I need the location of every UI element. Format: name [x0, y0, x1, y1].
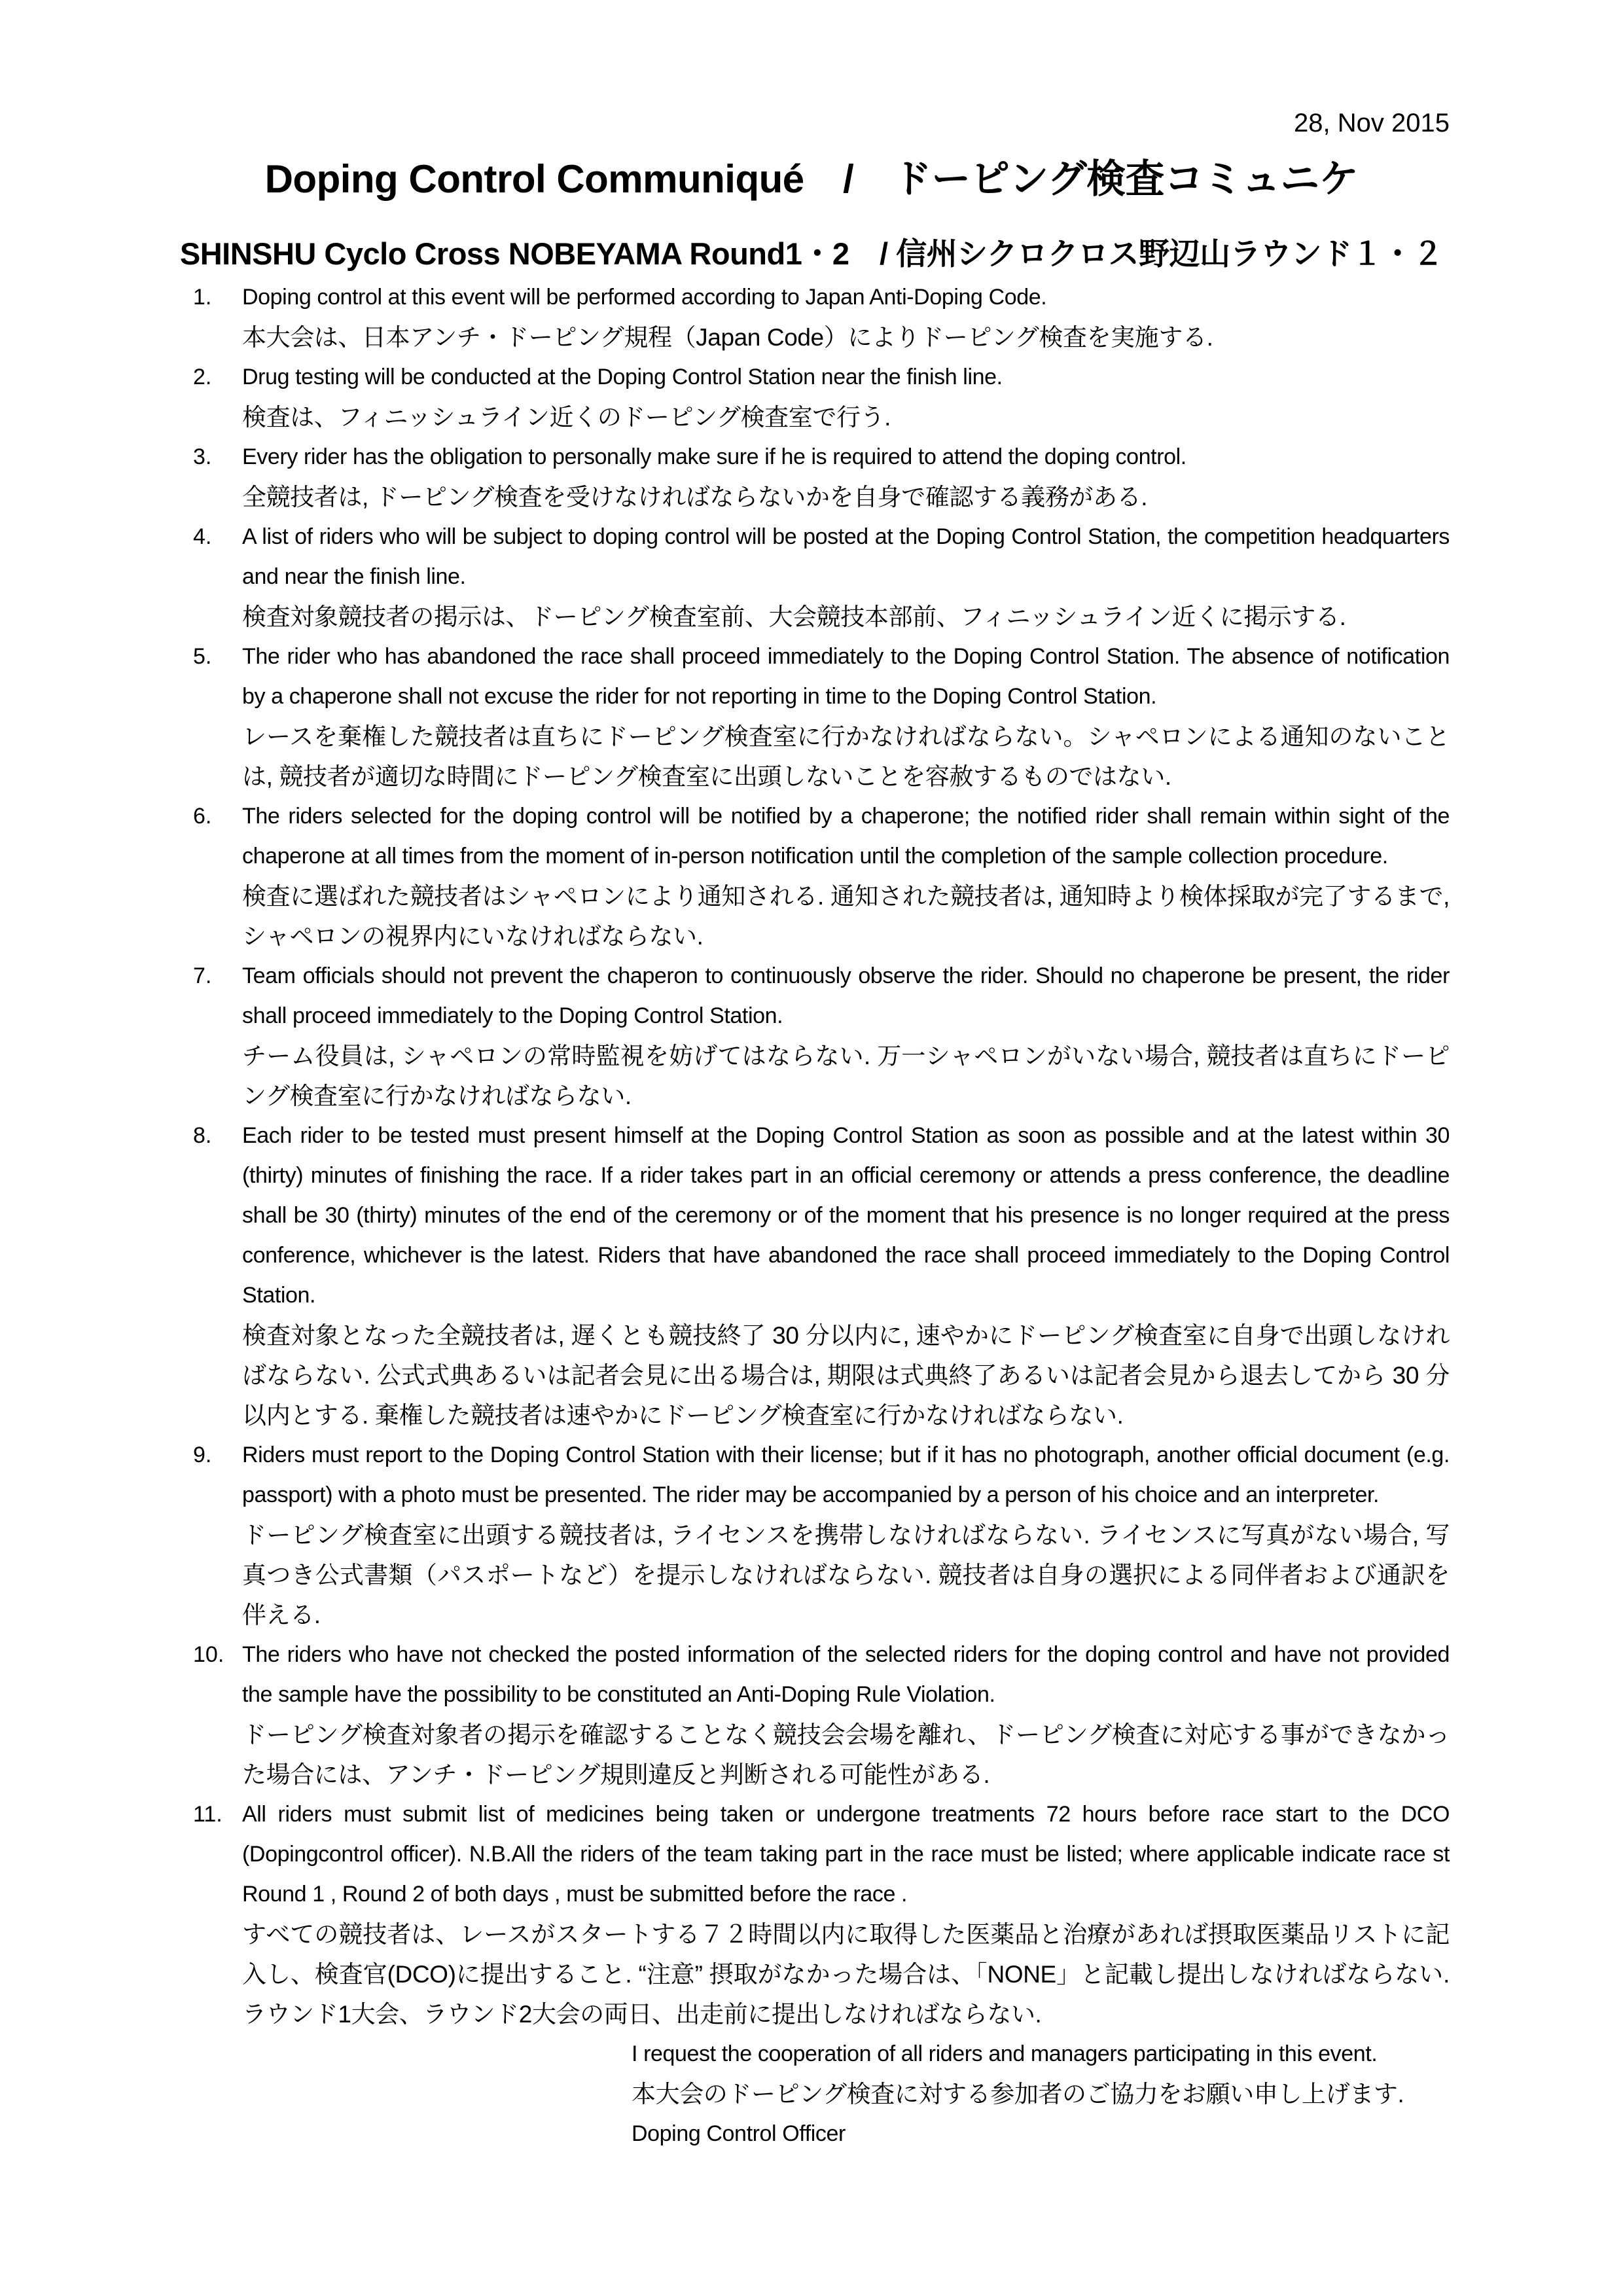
- list-item: [193, 797, 1450, 956]
- list-item: [193, 956, 1450, 1116]
- item-text-en: The rider who has abandoned the race shall proceed immediately to the Doping Control Station. The absence of notification by a chaperone shall not excuse the rider for not reporting in time to the Doping Control Station.: [242, 644, 1450, 709]
- item-text-jp: 検査に選ばれた競技者はシャペロンにより通知される. 通知された競技者は, 通知時より検体採取が完了するまで, シャペロンの視界内にいなければならない.: [242, 883, 1450, 950]
- item-text-jp: 本大会は、日本アンチ・ドーピング規程（Japan Code）によりドーピング検査を実施する.: [242, 324, 1213, 351]
- document-subtitle: SHINSHU Cyclo Cross NOBEYAMA Round1・2 / 信州シクロクロス野辺山ラウンド１・２: [179, 236, 1444, 271]
- document-title: Doping Control Communiqué / ドーピング検査コミュニケ: [264, 157, 1359, 201]
- list-item: [193, 517, 1450, 637]
- item-text: [242, 1116, 1450, 1435]
- item-text-jp: レースを棄権した競技者は直ちにドーピング検査室に行かなければならない。シャペロンによる通知のないことは, 競技者が適切な時間にドーピング検査室に出頭しないことを容赦するものではない.: [242, 723, 1450, 790]
- closing-request-jp: 本大会のドーピング検査に対する参加者のご協力をお願い申し上げます.: [632, 2081, 1404, 2108]
- item-text: [242, 437, 1450, 517]
- list-item: [193, 437, 1450, 517]
- list-item: [193, 1435, 1450, 1635]
- list-item: [193, 1795, 1450, 2034]
- item-text-jp: 全競技者は, ドーピング検査を受けなければならないかを自身で確認する義務がある.: [242, 484, 1148, 511]
- list-item: [193, 1116, 1450, 1435]
- closing-block: [632, 2034, 1450, 2154]
- signature-text: Doping Control Officer: [632, 2121, 846, 2146]
- item-number: 10.: [193, 1642, 224, 1667]
- item-text-jp: ドーピング検査対象者の掲示を確認することなく競技会会場を離れ、ドーピング検査に対応する事ができなかった場合には、アンチ・ドーピング規則違反と判断される可能性がある.: [242, 1721, 1450, 1788]
- item-text-jp: 検査対象となった全競技者は, 遅くとも競技終了 30 分以内に, 速やかにドーピング検査室に自身で出頭しなければならない. 公式式典あるいは記者会見に出る場合は, 期限は式典終了あるいは記者会見から退去してから 30 分以内とする. 棄権した競技者は速やかにドーピング検査室に行かなければならない.: [242, 1322, 1450, 1429]
- item-text-en: Each rider to be tested must present himself at the Doping Control Station as soon as possible and at the latest within 30 (thirty) minutes of finishing the race. If a rider takes part in an official ceremony or attends a press conference, the deadline shall be 30 (thirty) minutes of the end of the ceremony or of the moment that his presence is no longer required at the press conference, whichever is the latest. Riders that have abandoned the race shall proceed immediately to the Doping Control Station.: [242, 1123, 1450, 1308]
- item-text-en: The riders selected for the doping control will be notified by a chaperone; the notified rider shall remain within sight of the chaperone at all times from the moment of in-person notification until the completion of the sample collection procedure.: [242, 804, 1450, 869]
- item-text-en: A list of riders who will be subject to doping control will be posted at the Doping Control Station, the competition headquarters and near the finish line.: [242, 524, 1450, 589]
- item-number: 11.: [193, 1802, 223, 1827]
- item-text: [242, 278, 1450, 357]
- item-text-en: Team officials should not prevent the chaperon to continuously observe the rider. Should no chaperone be present, the rider shall proceed immediately to the Doping Control Station.: [242, 963, 1450, 1028]
- list-item: [193, 278, 1450, 357]
- item-text: [242, 517, 1450, 637]
- list-item: [193, 637, 1450, 797]
- item-number: 6.: [193, 804, 212, 829]
- item-text-en: All riders must submit list of medicines being taken or undergone treatments 72 hours before race start to the DCO (Dopingcontrol officer). N.B.All the riders of the team taking part in the race must be listed; where applicable indicate race st Round 1 , Round 2 of both days , must be submitted before the race .: [242, 1802, 1450, 1907]
- closing-request-en: I request the cooperation of all riders and managers participating in this event.: [632, 2041, 1378, 2066]
- date-text: 28, Nov 2015: [1294, 109, 1450, 137]
- item-number: 7.: [193, 963, 212, 988]
- item-text-jp: チーム役員は, シャペロンの常時監視を妨げてはならない. 万一シャペロンがいない場合, 競技者は直ちにドーピング検査室に行かなければならない.: [242, 1043, 1450, 1109]
- item-text-jp: ドーピング検査室に出頭する競技者は, ライセンスを携帯しなければならない. ライセンスに写真がない場合, 写真つき公式書類（パスポートなど）を提示しなければならない. 競技者は自身の選択による同伴者および通訳を伴える.: [242, 1522, 1450, 1628]
- item-text-jp: すべての競技者は、レースがスタートする７２時間以内に取得した医薬品と治療があれば摂取医薬品リストに記入し、検査官(DCO)に提出すること. “注意” 摂取がなかった場合は、「NONE」と記載し提出しなければならない. ラウンド1大会、ラウンド2大会の両日、出走前に提出しなければならない.: [242, 1921, 1450, 2028]
- item-number: 4.: [193, 524, 212, 549]
- item-text-en: Riders must report to the Doping Control Station with their license; but if it has no photograph, another official document (e.g. passport) with a photo must be presented. The rider may be accompanied by a person of his choice and an interpreter.: [242, 1443, 1450, 1507]
- item-text: [242, 956, 1450, 1116]
- item-number: 2.: [193, 365, 212, 389]
- item-text: [242, 1635, 1450, 1795]
- item-text: [242, 637, 1450, 797]
- item-number: 8.: [193, 1123, 212, 1148]
- item-text-en: Every rider has the obligation to personally make sure if he is required to attend the doping control.: [242, 444, 1186, 469]
- item-text-jp: 検査は、フィニッシュライン近くのドーピング検査室で行う.: [242, 404, 891, 431]
- item-number: 3.: [193, 444, 212, 469]
- item-text-jp: 検査対象競技者の掲示は、ドーピング検査室前、大会競技本部前、フィニッシュライン近くに掲示する.: [242, 603, 1346, 630]
- item-text-en: Doping control at this event will be performed according to Japan Anti-Doping Code.: [242, 285, 1047, 310]
- list-item: [193, 357, 1450, 437]
- communique-list: [193, 278, 1450, 2034]
- item-number: 9.: [193, 1443, 212, 1467]
- item-number: 5.: [193, 644, 212, 669]
- item-text-en: The riders who have not checked the posted information of the selected riders for the doping control and have not provided the sample have the possibility to be constituted an Anti-Doping Rule Violation.: [242, 1642, 1450, 1707]
- item-text: [242, 1435, 1450, 1635]
- list-item: [193, 1635, 1450, 1795]
- item-text: [242, 357, 1450, 437]
- item-text-en: Drug testing will be conducted at the Doping Control Station near the finish line.: [242, 365, 1003, 389]
- item-number: 1.: [193, 285, 212, 310]
- item-text: [242, 797, 1450, 956]
- item-text: [242, 1795, 1450, 2034]
